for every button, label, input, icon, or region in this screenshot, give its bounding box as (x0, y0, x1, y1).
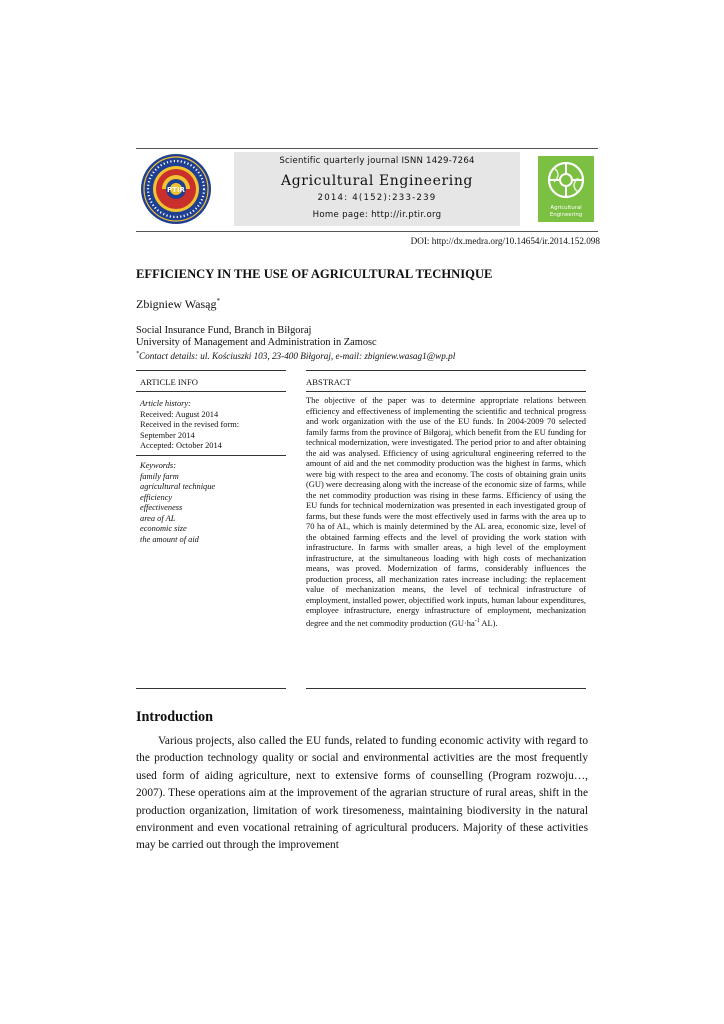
journal-title: Agricultural Engineering (281, 173, 473, 189)
keywords-label: Keywords: (140, 461, 176, 470)
article-info-heading: ARTICLE INFO (140, 377, 198, 387)
history-revised-date: September 2014 (140, 430, 195, 440)
article-history (140, 399, 286, 452)
history-revised: Received in the revised form: (140, 420, 240, 429)
keyword-item: efficiency (140, 492, 173, 502)
contact-details (136, 351, 455, 361)
abstract-end: AL). (479, 617, 498, 628)
doi-link[interactable]: DOI: http://dx.medra.org/10.14654/ir.2014.152.098 (410, 236, 600, 246)
abstract-superscript: -1 (474, 617, 480, 624)
journal-homepage-link[interactable]: Home page: http://ir.ptir.org (312, 210, 442, 220)
abstract-top-rule (306, 370, 586, 371)
society-seal-logo (140, 152, 212, 226)
author-name (136, 297, 220, 312)
journal-frequency-issn: Scientific quarterly journal ISNN 1429-7264 (279, 156, 475, 166)
info-bottom-rule (136, 688, 286, 689)
info-head-rule (136, 391, 286, 392)
history-rule (136, 455, 286, 456)
keyword-item: economic size (140, 524, 187, 533)
abstract-bottom-rule (306, 688, 586, 689)
journal-issue: 2014: 4(152):233-239 (317, 193, 437, 203)
history-received: Received: August 2014 (140, 409, 219, 419)
keyword-item: agricultural technique (140, 482, 216, 491)
abstract-head-rule (306, 391, 586, 392)
affiliation-2: University of Management and Administration in Zamosc (136, 337, 377, 348)
article-title: EFFICIENCY IN THE USE OF AGRICULTURAL TECHNIQUE (136, 267, 493, 281)
keyword-item: family farm (140, 471, 179, 481)
info-top-rule (136, 370, 286, 371)
contact-footnote-mark: * (136, 351, 139, 357)
introduction-heading: Introduction (136, 709, 213, 725)
introduction-text (136, 733, 588, 855)
author-name-text: Zbigniew Wasąg (136, 297, 217, 311)
keyword-item: area of AL (140, 513, 176, 523)
introduction-paragraph: Various projects, also called the EU funds, related to funding economic activity with regard to the production technology quality or social and environmental activities are the most frequently used form of aiding agriculture, next to extensive forms of counselling (Program rozwoju…, 2007). These operations aim at the improvement of the agrarian structure of rural areas, shift in the production organization, limitation of work tiresomeness, maintaining biodiversity in the natural environment and even vocational retraining of agricultural producers. Majority of these activities may be carried out through the improvement (136, 735, 588, 852)
keyword-item: effectiveness (140, 503, 183, 512)
keywords-list (140, 461, 286, 545)
keyword-item: the amount of aid (140, 534, 199, 544)
logo-caption: Agricultural Engineering (549, 205, 583, 218)
svg-text:PTIR: PTIR (167, 186, 185, 194)
history-label: Article history: (140, 399, 191, 408)
history-accepted: Accepted: October 2014 (140, 441, 222, 450)
header-top-rule (136, 148, 598, 149)
affiliation-1: Social Insurance Fund, Branch in Biłgoraj (136, 325, 312, 336)
contact-text: Contact details: ul. Kościuszki 103, 23-400 Biłgoraj, e-mail: zbigniew.wasag1@wp.pl (139, 351, 456, 362)
agricultural-engineering-logo (538, 156, 594, 222)
abstract-body: The objective of the paper was to determine appropriate relations between efficiency and effectiveness of implementing the scientific and technical progress and work organization with the use of the EU funds. In 2004-2009 70 selected family farms from the province of Biłgoraj, which benefit from the EU funding for technical modernization, were investigated. The period prior to and after obtaining the aid was analysed. Efficiency of using agricultural engineering referred to the amount of aid and the net commodity production was the highest in farms, which were big with respect to the area and economy. The costs of obtaining grain units (GU) were decreasing along with the increase of the economic size of farms, while the net commodity production was rising in these farms. Efficiency of using the EU funds for technical modernization was presented in each investigated group of farms, but these funds were the most effectively used in farms with the area up to 70 ha of AL, which is mainly determined by the AL area, economic size, level of the obtained farming effects and the level of providing the work station with infrastructure. In farms with smaller areas, a high level of the employment infrastructure, at the simultaneous loading with high costs of mechanization means, was proved. Modernization of farms, considerably influences the production process, all mechanization rates increase including: the replacement value of mechanization means, the level of technical infrastructure of employment, installed power, objectified work inputs, human labour expenditures, employee infrastructure, energy infrastructure of employment, mechanization degree and the net commodity production (GU·ha (306, 395, 586, 628)
abstract-text (306, 395, 586, 628)
header-bottom-rule (136, 231, 598, 232)
abstract-heading: ABSTRACT (306, 377, 351, 387)
author-footnote-mark: * (216, 297, 220, 305)
